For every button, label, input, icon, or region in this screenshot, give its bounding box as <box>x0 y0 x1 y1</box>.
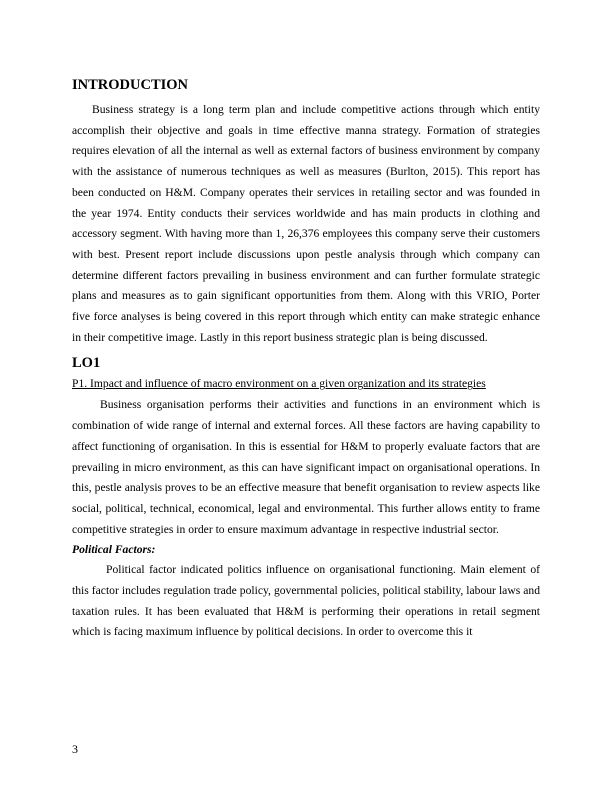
lo1-heading: LO1 <box>72 355 101 372</box>
lo1-paragraph: Business organisation performs their activities and functions in an environment which is combination of wide range of internal and external forces. All these factors are having capability to affect functioning of organisation. In this is essential for H&M to properly evaluate factors that are prevailing in micro environment, as this can have significant impact on organisational operations. In this, pestle analysis proves to be an effective measure that benefit organisation to review aspects like social, political, technical, economical, legal and environmental. This further allows entity to frame competitive strategies in order to ensure maximum advantage in respective industrial sector. <box>72 398 540 536</box>
political-factors-paragraph: Political factor indicated politics influence on organisational functioning. Main element of this factor includes regulation trade policy, governmental policies, political stability, labour laws and taxation rules. It has been evaluated that H&M is performing their operations in retail segment which is facing maximum influence by political decisions. In order to overcome this it <box>72 563 540 639</box>
p1-subheading: P1. Impact and influence of macro environment on a given organization and its strategies <box>72 377 486 391</box>
political-factors-heading: Political Factors: <box>72 543 156 557</box>
page-number: 3 <box>72 742 78 756</box>
document-page <box>72 76 540 643</box>
introduction-paragraph: Business strategy is a long term plan and include competitive actions through which entity accomplish their objective and goals in time effective manna strategy. Formation of strategies requires elevation of all the internal as well as external factors of business environment by company with the assistance of numerous techniques as well as measures (Burlton, 2015). This report has been conducted on H&M. Company operates their services in retailing sector and was founded in the year 1974. Entity conducts their services worldwide and has main products in clothing and accessory segment. With having more than 1, 26,376 employees this company serve their customers with best. Present report include discussions upon pestle analysis through which company can determine different factors prevailing in business environment and can further formulate strategic plans and measures as to gain significant opportunities from them. Along with this VRIO, Porter five force analyses is being covered in this report through which entity can make strategic enhance in their competitive image. Lastly in this report business strategic plan is being discussed. <box>72 103 540 344</box>
introduction-heading: INTRODUCTION <box>72 77 189 93</box>
